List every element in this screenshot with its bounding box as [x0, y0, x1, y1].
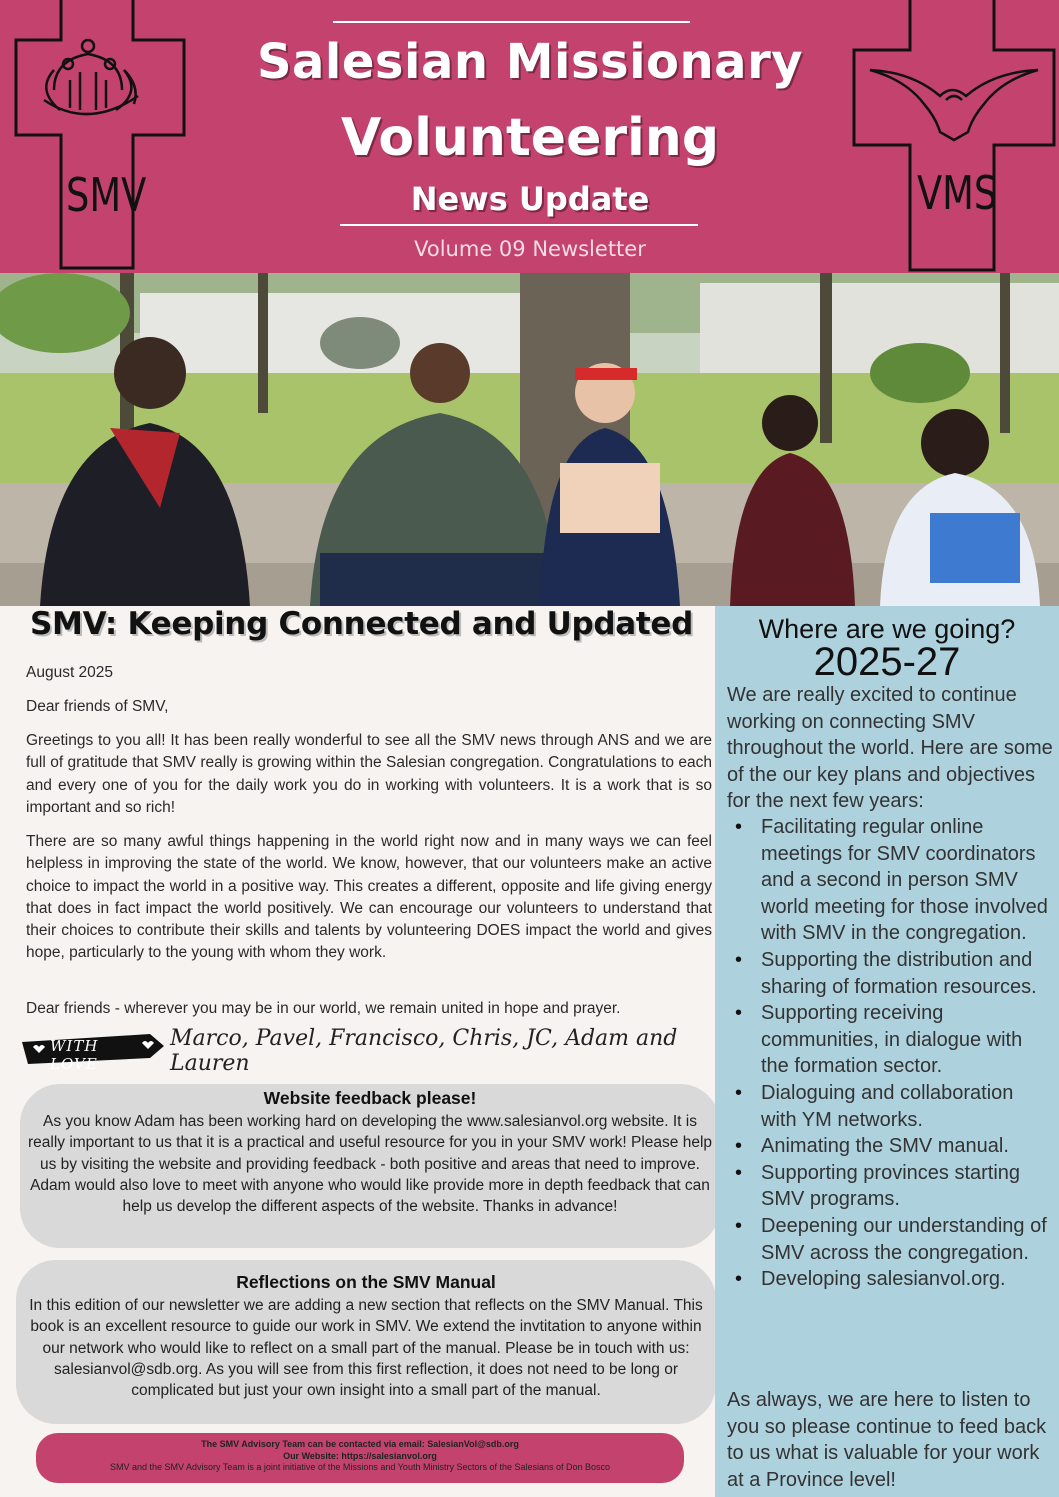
vms-cross-logo	[852, 0, 1057, 273]
dove-icon	[870, 70, 1038, 140]
list-item: • Supporting provinces starting SMV programs.	[761, 1160, 1053, 1213]
feedback-title: Website feedback please!	[263, 1088, 477, 1108]
smv-cross-logo	[14, 0, 186, 273]
footer-note: SMV and the SMV Advisory Team is a joint initiative of the Missions and Youth Ministry Sectors of the Salesians of Don Bosco	[109, 1462, 611, 1472]
sidebar-year: 2025-27	[813, 640, 961, 684]
cross-icon	[852, 0, 1057, 273]
list-item: • Facilitating regular online meetings for SMV coordinators and a second in person SMV world meeting for those involved with SMV in the congregation.	[761, 814, 1053, 947]
plans-sidebar	[715, 606, 1059, 1497]
news-update-title: News Update	[410, 180, 650, 218]
list-item: • Dialoguing and collaboration with YM networks.	[761, 1080, 1053, 1133]
sidebar-heading: Where are we going?	[758, 614, 1016, 644]
cross-icon	[14, 0, 186, 273]
header-banner	[0, 0, 1059, 273]
main-heading: SMV: Keeping Connected and Updated	[30, 606, 694, 642]
with-love-label: WITH LOVE	[50, 1037, 99, 1073]
sidebar-intro: We are really excited to continue working on connecting SMV throughout the world. Here are some of the our key plans and objectives for the next few years:	[727, 684, 1053, 813]
contact-email[interactable]: The SMV Advisory Team can be contacted via email: SalesianVol@sdb.org	[201, 1439, 519, 1449]
group-photo	[0, 273, 1059, 606]
divider	[333, 21, 690, 23]
letter-date: August 2025	[26, 664, 114, 681]
manual-body: In this edition of our newsletter we are adding a new section that reflects on the SMV Manual. This book is an excellent resource to guide our work in SMV. We extend the invtitation to anyone within our network who would like to reflect on a small part of the manual. Please be in touch with us: salesianvol@sdb.org. As you will see from this first reflection, it does not need to be long or complicated but just your own insight into a small part of the manual.	[29, 1297, 703, 1400]
list-item: • Developing salesianvol.org.	[761, 1266, 1053, 1293]
manual-reflection-box	[16, 1260, 716, 1424]
website-link[interactable]: Our Website: https://salesianvol.org	[283, 1450, 437, 1461]
manual-title: Reflections on the SMV Manual	[236, 1272, 496, 1292]
smv-logo-text: SMV	[66, 168, 147, 222]
title-line-1: Salesian Missionary	[256, 34, 804, 90]
letter-closing: Dear friends - wherever you may be in our world, we remain united in hope and prayer.	[26, 1000, 621, 1017]
divider	[340, 224, 698, 226]
list-item: • Supporting receiving communities, in dialogue with the formation sector.	[761, 1000, 1053, 1080]
list-item: • Supporting the distribution and sharing of formation resources.	[761, 947, 1053, 1000]
volume-subtitle: Volume 09 Newsletter	[414, 237, 646, 261]
contact-footer	[36, 1433, 684, 1483]
sidebar-outro: As always, we are here to listen to you so please continue to feed back to us what is valuable for your work at a Province level!	[727, 1389, 1047, 1491]
letter-paragraph: There are so many awful things happening in the world right now and in many ways we can feel helpless in improving the state of the world. We know, however, that our volunteers make an active choice to impact the world in a positive way. This creates a different, opposite and life giving energy that does in fact impact the world positively. We can encourage our volunteers to understand that their choices to contribute their skills and talents by volunteering DOES impact the world and gives hope, particularly to the young with whom they work.	[26, 833, 712, 962]
list-item: • Animating the SMV manual.	[761, 1133, 1053, 1160]
website-feedback-box	[20, 1084, 720, 1248]
signatures: Marco, Pavel, Francisco, Chris, JC, Adam and Lauren	[170, 1026, 678, 1076]
salutation: Dear friends of SMV,	[26, 698, 169, 715]
list-item: • Deepening our understanding of SMV across the congregation.	[761, 1213, 1053, 1266]
feedback-body: As you know Adam has been working hard on developing the www.salesianvol.org website. It is really important to us that it is a practical and useful resource for you in your SMV work! Please help us by visiting the website and providing feedback - both positive and areas that need to improve. Adam would also love to meet with anyone who would like provide more in depth feedback that can help us develop the different aspects of the website. Thanks in advance!	[27, 1113, 713, 1216]
title-line-2: Volunteering	[340, 108, 720, 168]
letter-paragraph: Greetings to you all! It has been really wonderful to see all the SMV news through ANS and we are full of gratitude that SMV really is growing within the Salesian congregation. Congratulations to each and every one of you for the daily work you do in working with volunteers. It is a work that is so important and so rich!	[26, 732, 712, 816]
vms-logo-text: VMS	[917, 166, 998, 220]
plans-list	[761, 814, 1053, 1293]
